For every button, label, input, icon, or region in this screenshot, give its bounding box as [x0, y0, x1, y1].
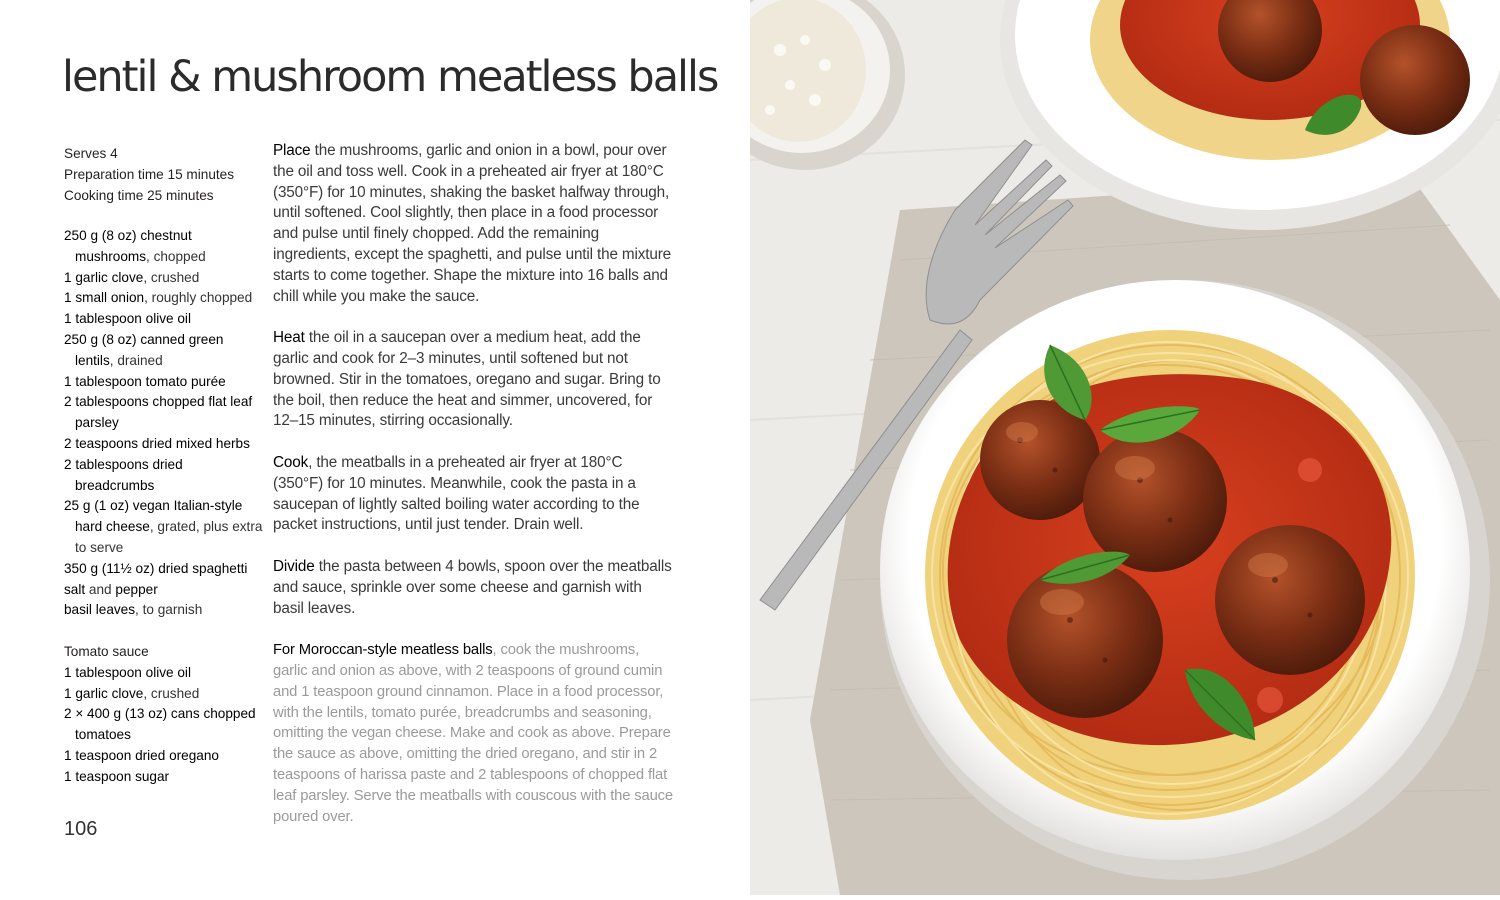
variation-note: For Moroccan-style meatless balls, cook the mushrooms, garlic and onion as above, with 2 teaspoons of ground cumin and 1 teaspoon ground cinnamon. Place in a food processor, with the lentils, tomato purée, breadcrumbs and seasoning, omitting the vegan cheese. Make and cook as above. Prepare the sauce as above, omitting the dried oregano, and stir in 2 teaspoons of harissa paste and 2 tablespoons of chopped flat leaf parsley. Serve the meatballs with couscous with the sauce poured over.: [273, 642, 674, 825]
serves-text: Serves 4: [64, 146, 118, 161]
sauce-item: 1 teaspoon sugar: [64, 768, 170, 784]
spaghetti-meatballs-illustration: [750, 0, 1500, 895]
ingredient-item: 250 g (8 oz) canned green lentils, drained: [64, 331, 224, 368]
ingredient-item: 1 tablespoon olive oil: [64, 311, 191, 327]
ingredient-item: basil leaves, to garnish: [64, 602, 203, 618]
method-step: Cook, the meatballs in a preheated air fryer at 180°C (350°F) for 10 minutes. Meanwhile, cook the pasta in a saucepan of lightly salted boiling water according to the packet instructions, until just tender. Drain well.: [273, 453, 640, 534]
ingredient-item: 1 tablespoon tomato purée: [64, 373, 226, 389]
recipe-title: lentil & mushroom meatless balls: [62, 52, 718, 102]
prep-time: Preparation time 15 minutes: [64, 167, 235, 182]
sauce-item: 2 × 400 g (13 oz) cans chopped tomatoes: [64, 706, 256, 743]
method-step: Divide the pasta between 4 bowls, spoon over the meatballs and sauce, sprinkle over some cheese and garnish with basil leaves.: [273, 557, 672, 617]
ingredient-item: 2 teaspoons dried mixed herbs: [64, 435, 250, 451]
ingredient-item: 25 g (1 oz) vegan Italian-style hard cheese, grated, plus extra to serve: [64, 498, 263, 555]
method-steps: [273, 141, 673, 848]
page-number: 106: [64, 818, 98, 840]
method-step: Place the mushrooms, garlic and onion in a bowl, pour over the oil and toss well. Cook in a preheated air fryer at 180°C (350°F) for 10 minutes, shaking the basket halfway through, until softened. Cool slightly, then place in a food processor and pulse until finely chopped. Add the remaining ingredients, except the spaghetti, and pulse until the mixture starts to come together. Shape the mixture into 16 balls and chill while you make the sauce.: [273, 142, 672, 305]
cook-time: Cooking time 25 minutes: [64, 188, 214, 203]
ingredient-item: 350 g (11½ oz) dried spaghetti: [64, 560, 248, 576]
ingredient-item: 2 tablespoons dried breadcrumbs: [64, 456, 183, 493]
sauce-item: 1 teaspoon dried oregano: [64, 747, 219, 763]
ingredient-item: 1 garlic clove, crushed: [64, 269, 200, 285]
food-photo: [750, 0, 1500, 895]
ingredient-item: salt and pepper: [64, 581, 158, 597]
method-step: Heat the oil in a saucepan over a medium heat, add the garlic and cook for 2–3 minutes, until softened but not browned. Stir in the tomatoes, oregano and sugar. Bring to the boil, then reduce the heat and simmer, uncovered, for 12–15 minutes, stirring occasionally.: [273, 329, 661, 430]
ingredient-item: 2 tablespoons chopped flat leaf parsley: [64, 394, 253, 431]
recipe-page: [0, 0, 750, 895]
ingredient-item: 1 small onion, roughly chopped: [64, 290, 253, 306]
ingredient-item: 250 g (8 oz) chestnut mushrooms, chopped: [64, 228, 206, 264]
recipe-meta: [64, 143, 234, 206]
sauce-heading: Tomato sauce: [64, 643, 149, 659]
ingredients-list: [64, 226, 264, 788]
sauce-item: 1 tablespoon olive oil: [64, 664, 191, 680]
sauce-item: 1 garlic clove, crushed: [64, 685, 200, 701]
